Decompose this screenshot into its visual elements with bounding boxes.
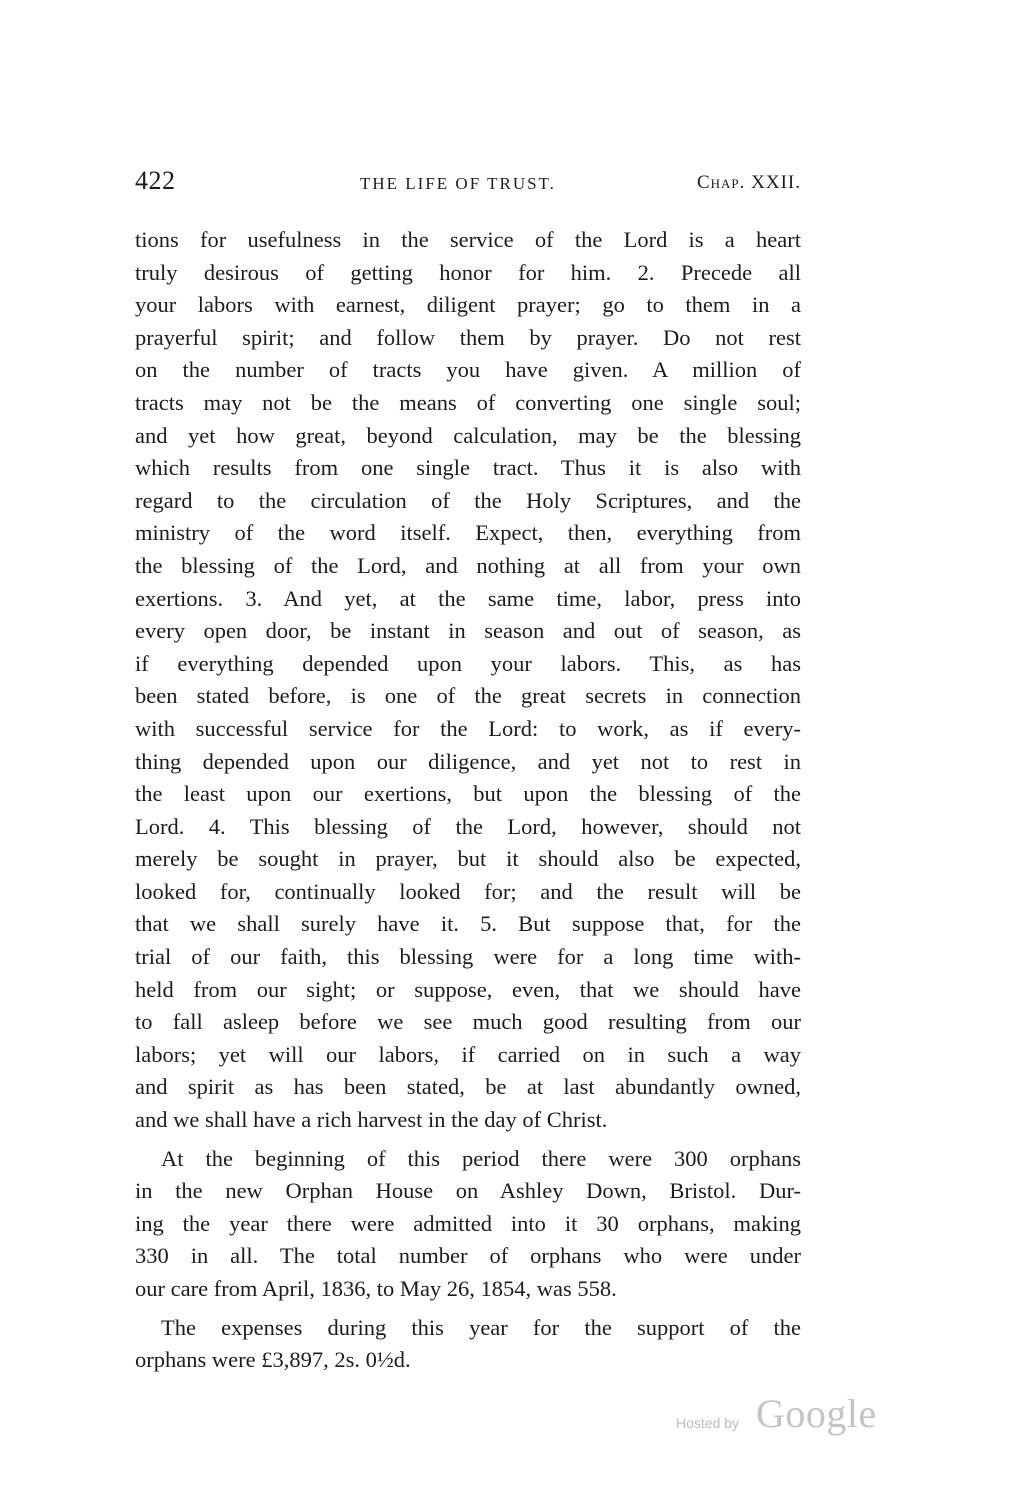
text-line: regard to the circulation of the Holy Scriptures, and the (135, 487, 801, 513)
running-head (135, 166, 801, 198)
text-line: The expenses during this year for the support of the (161, 1314, 801, 1340)
text-line: trial of our faith, this blessing were for a long time with- (135, 944, 801, 970)
text-line: the blessing of the Lord, and nothing at all from your own (135, 552, 801, 578)
text-line: prayerful spirit; and follow them by prayer. Do not rest (135, 324, 801, 350)
text-line: ing the year there were admitted into it 30 orphans, making (135, 1210, 801, 1236)
page-number: 422 (135, 166, 176, 195)
text-line: if everything depended upon your labors. This, as has (135, 650, 801, 676)
text-line: looked for, continually looked for; and the result will be (135, 878, 801, 904)
text-line: thing depended upon our diligence, and yet not to rest in (135, 748, 801, 774)
text-line: and we shall have a rich harvest in the day of Christ. (135, 1107, 608, 1133)
paragraph (135, 224, 801, 1137)
text-line: tions for usefulness in the service of the Lord is a heart (135, 227, 801, 252)
text-line: your labors with earnest, diligent prayer; go to them in a (135, 292, 801, 318)
text-line: orphans were £3,897, 2s. 0½d. (135, 1347, 411, 1373)
chapter-label: Chap. XXII. (696, 172, 801, 193)
body-text (135, 224, 801, 1377)
text-line: that we shall surely have it. 5. But suppose that, for the (135, 911, 801, 937)
text-line: and spirit as has been stated, be at last abundantly owned, (135, 1074, 801, 1100)
text-line: At the beginning of this period there were 300 orphans (161, 1145, 801, 1171)
paragraph (135, 1312, 801, 1377)
text-line: labors; yet will our labors, if carried on in such a way (135, 1041, 801, 1067)
text-line: merely be sought in prayer, but it should also be expected, (135, 846, 801, 872)
text-line: Lord. 4. This blessing of the Lord, however, should not (135, 813, 801, 839)
text-line: been stated before, is one of the great secrets in connection (135, 683, 801, 709)
text-line: truly desirous of getting honor for him. 2. Precede all (135, 259, 801, 285)
text-line: tracts may not be the means of converting one single soul; (135, 389, 801, 415)
text-line: our care from April, 1836, to May 26, 1854, was 558. (135, 1276, 617, 1301)
running-title: THE LIFE OF TRUST. (360, 174, 556, 193)
text-line: and yet how great, beyond calculation, may be the blessing (135, 422, 801, 448)
text-line: 330 in all. The total number of orphans who were under (135, 1243, 801, 1269)
text-line: on the number of tracts you have given. A million of (135, 357, 801, 383)
text-line: in the new Orphan House on Ashley Down, Bristol. Dur- (135, 1178, 801, 1204)
paragraph (135, 1143, 801, 1306)
text-line: ministry of the word itself. Expect, then, everything from (135, 520, 801, 546)
text-line: the least upon our exertions, but upon the blessing of the (135, 781, 801, 807)
hosted-by-google-watermark (676, 1390, 886, 1440)
hosted-by-label: Hosted by (676, 1415, 740, 1431)
text-line: which results from one single tract. Thus it is also with (135, 455, 801, 481)
google-logo: Google (756, 1391, 877, 1436)
text-line: every open door, be instant in season and out of season, as (135, 618, 801, 644)
text-line: to fall asleep before we see much good resulting from our (135, 1009, 801, 1035)
text-line: held from our sight; or suppose, even, that we should have (135, 976, 801, 1002)
text-line: with successful service for the Lord: to work, as if every- (135, 715, 801, 741)
text-line: exertions. 3. And yet, at the same time, labor, press into (135, 585, 801, 611)
